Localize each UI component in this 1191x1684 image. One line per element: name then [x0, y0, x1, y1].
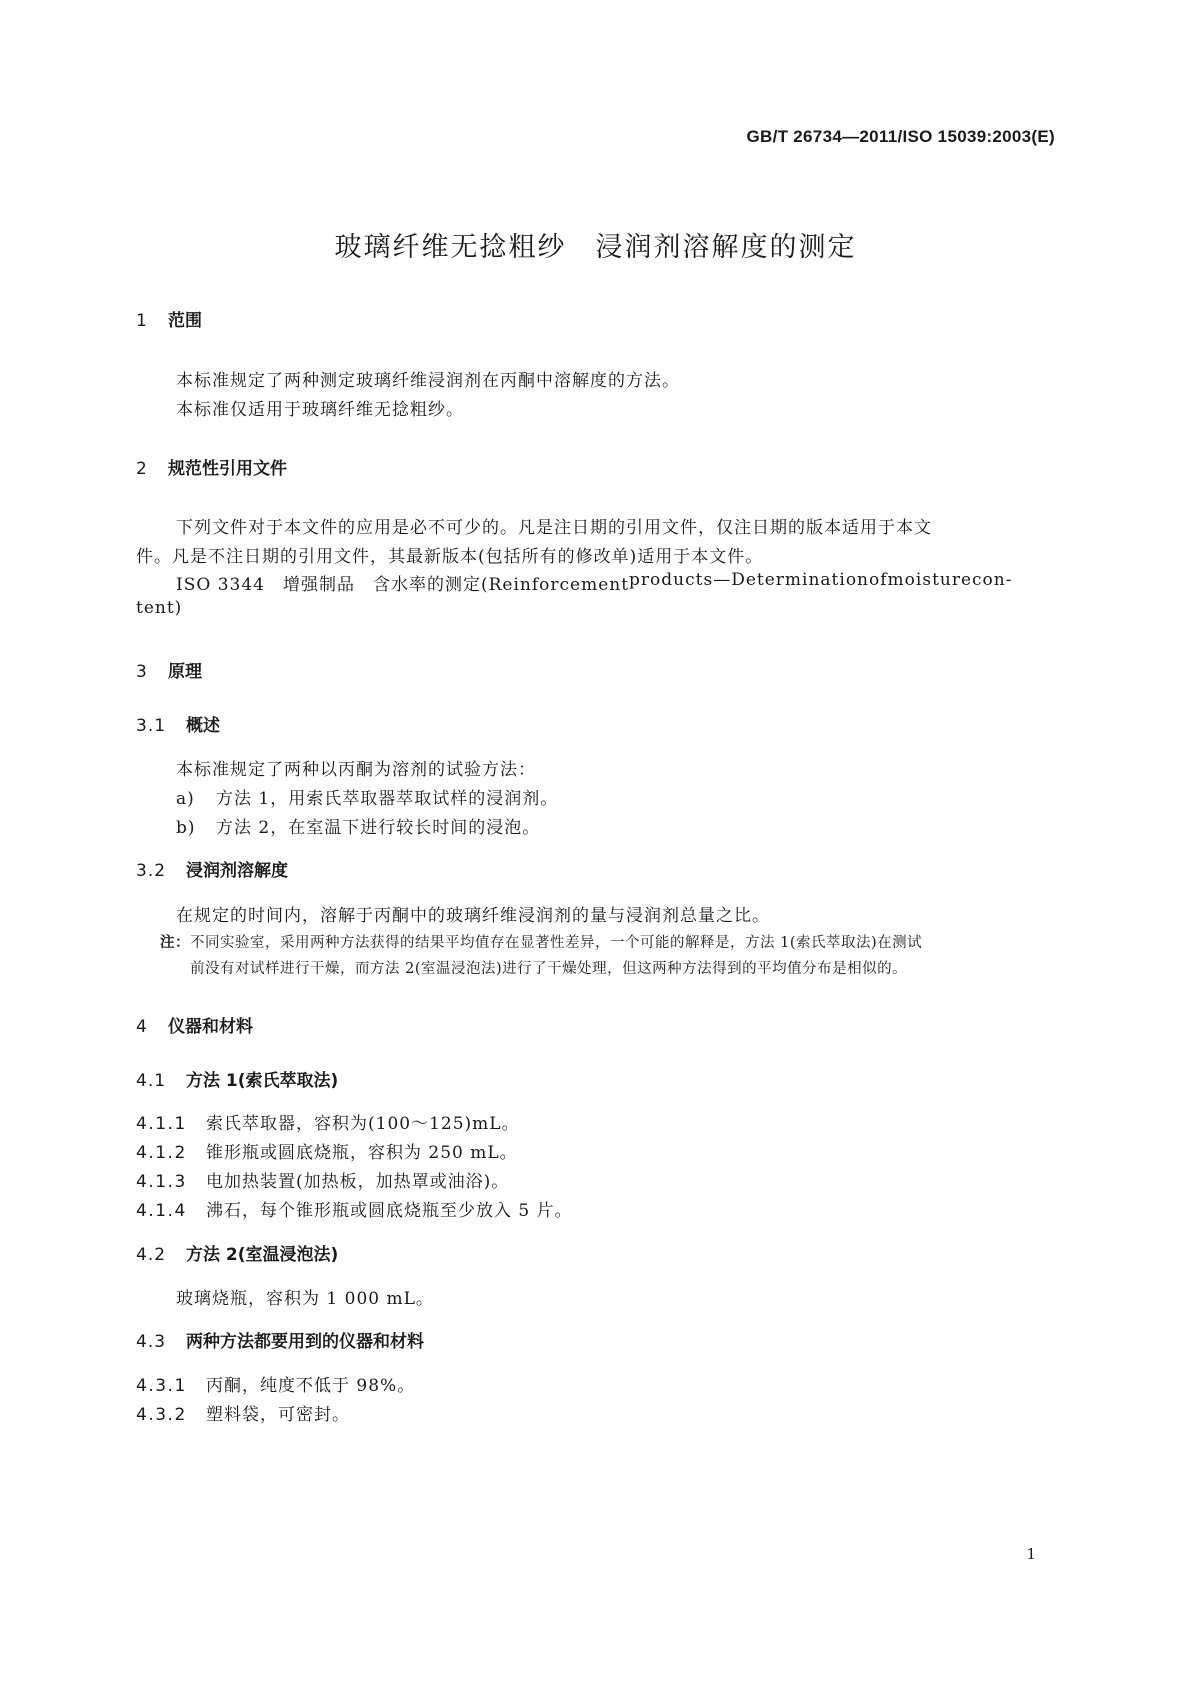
section-3-2-paragraph: 在规定的时间内，溶解于丙酮中的玻璃纤维浸润剂的量与浸润剂总量之比。 — [176, 906, 770, 926]
normative-reference-line-1 — [176, 570, 1013, 595]
section-title: 浸润剂溶解度 — [186, 861, 288, 881]
reference-part: moisture — [887, 570, 973, 590]
section-number: 3 — [136, 662, 148, 682]
list-marker: a) — [176, 789, 195, 809]
note-text: 不同实验室，采用两种方法获得的结果平均值存在显著性差异，一个可能的解释是，方法 1(索氏萃取法)在测试 — [190, 935, 923, 951]
section-3-1-paragraph: 本标准规定了两种以丙酮为溶剂的试验方法： — [176, 760, 536, 780]
document-title: 玻璃纤维无捻粗纱 浸润剂溶解度的测定 — [334, 232, 857, 263]
clause-number: 4.1.1 — [136, 1114, 187, 1134]
section-title: 概述 — [186, 716, 220, 736]
section-number: 3.2 — [136, 861, 167, 881]
clause-text: 塑料袋，可密封。 — [206, 1405, 350, 1425]
clause-number: 4.3.1 — [136, 1376, 187, 1396]
section-4-2-paragraph: 玻璃烧瓶，容积为 1 000 mL。 — [176, 1289, 434, 1309]
reference-part: products—Determination — [629, 570, 870, 590]
section-number: 3.1 — [136, 716, 167, 736]
reference-part: con- — [972, 570, 1013, 590]
clause-number: 4.1.4 — [136, 1201, 187, 1221]
section-3-heading — [136, 657, 202, 682]
clause-4-3-2 — [136, 1400, 350, 1425]
clause-4-1-2 — [136, 1138, 518, 1163]
normative-reference-line-2: tent) — [136, 598, 183, 618]
section-number: 4.2 — [136, 1245, 167, 1265]
section-3-2-heading — [136, 856, 288, 881]
clause-4-1-4 — [136, 1196, 573, 1221]
section-title: 方法 1(索氏萃取法) — [186, 1071, 339, 1091]
clause-4-3-1 — [136, 1371, 415, 1396]
section-2-paragraph-line-2: 件。凡是不注日期的引用文件，其最新版本(包括所有的修改单)适用于本文件。 — [136, 547, 764, 567]
section-title: 仪器和材料 — [168, 1017, 253, 1037]
clause-4-1-1 — [136, 1109, 520, 1134]
section-1-heading — [136, 306, 202, 331]
section-1-paragraph-2: 本标准仅适用于玻璃纤维无捻粗纱。 — [176, 400, 464, 420]
note-line-1 — [160, 931, 922, 952]
list-item-a — [176, 784, 558, 809]
section-3-1-heading — [136, 711, 220, 736]
reference-part: of — [869, 570, 888, 590]
clause-4-1-3 — [136, 1167, 509, 1192]
clause-text: 索氏萃取器，容积为(100～125)mL。 — [206, 1114, 520, 1134]
clause-text: 沸石，每个锥形瓶或圆底烧瓶至少放入 5 片。 — [206, 1201, 573, 1221]
list-marker: b) — [176, 818, 196, 838]
section-title: 两种方法都要用到的仪器和材料 — [186, 1332, 424, 1352]
section-number: 1 — [136, 311, 148, 331]
reference-part: ISO 3344 增强制品 含水率的测定(Reinforcement — [176, 575, 630, 595]
page-number: 1 — [1026, 1545, 1036, 1563]
section-number: 4.1 — [136, 1071, 167, 1091]
section-title: 方法 2(室温浸泡法) — [186, 1245, 339, 1265]
standard-code: GB/T 26734—2011/ISO 15039:2003(E) — [746, 127, 1055, 146]
list-text: 方法 1，用索氏萃取器萃取试样的浸润剂。 — [216, 789, 559, 809]
section-title: 范围 — [168, 311, 202, 331]
clause-text: 电加热装置(加热板，加热罩或油浴)。 — [206, 1172, 510, 1192]
list-item-b — [176, 813, 540, 838]
note-line-2: 前没有对试样进行干燥，而方法 2(室温浸泡法)进行了干燥处理，但这两种方法得到的平均值分布是相似的。 — [190, 961, 908, 977]
section-title: 原理 — [168, 662, 202, 682]
clause-number: 4.3.2 — [136, 1405, 187, 1425]
section-2-paragraph-line-1: 下列文件对于本文件的应用是必不可少的。凡是注日期的引用文件，仅注日期的版本适用于本文 — [176, 518, 932, 538]
clause-number: 4.1.2 — [136, 1143, 187, 1163]
clause-number: 4.1.3 — [136, 1172, 187, 1192]
note-label: 注： — [160, 935, 190, 951]
section-4-3-heading — [136, 1327, 424, 1352]
section-4-1-heading — [136, 1066, 338, 1091]
section-number: 4 — [136, 1017, 148, 1037]
section-4-heading — [136, 1012, 253, 1037]
section-4-2-heading — [136, 1240, 338, 1265]
clause-text: 锥形瓶或圆底烧瓶，容积为 250 mL。 — [206, 1143, 518, 1163]
section-number: 4.3 — [136, 1332, 167, 1352]
section-1-paragraph-1: 本标准规定了两种测定玻璃纤维浸润剂在丙酮中溶解度的方法。 — [176, 371, 680, 391]
section-number: 2 — [136, 459, 148, 479]
clause-text: 丙酮，纯度不低于 98%。 — [206, 1376, 416, 1396]
list-text: 方法 2，在室温下进行较长时间的浸泡。 — [216, 818, 541, 838]
section-title: 规范性引用文件 — [168, 459, 287, 479]
section-2-heading — [136, 454, 287, 479]
